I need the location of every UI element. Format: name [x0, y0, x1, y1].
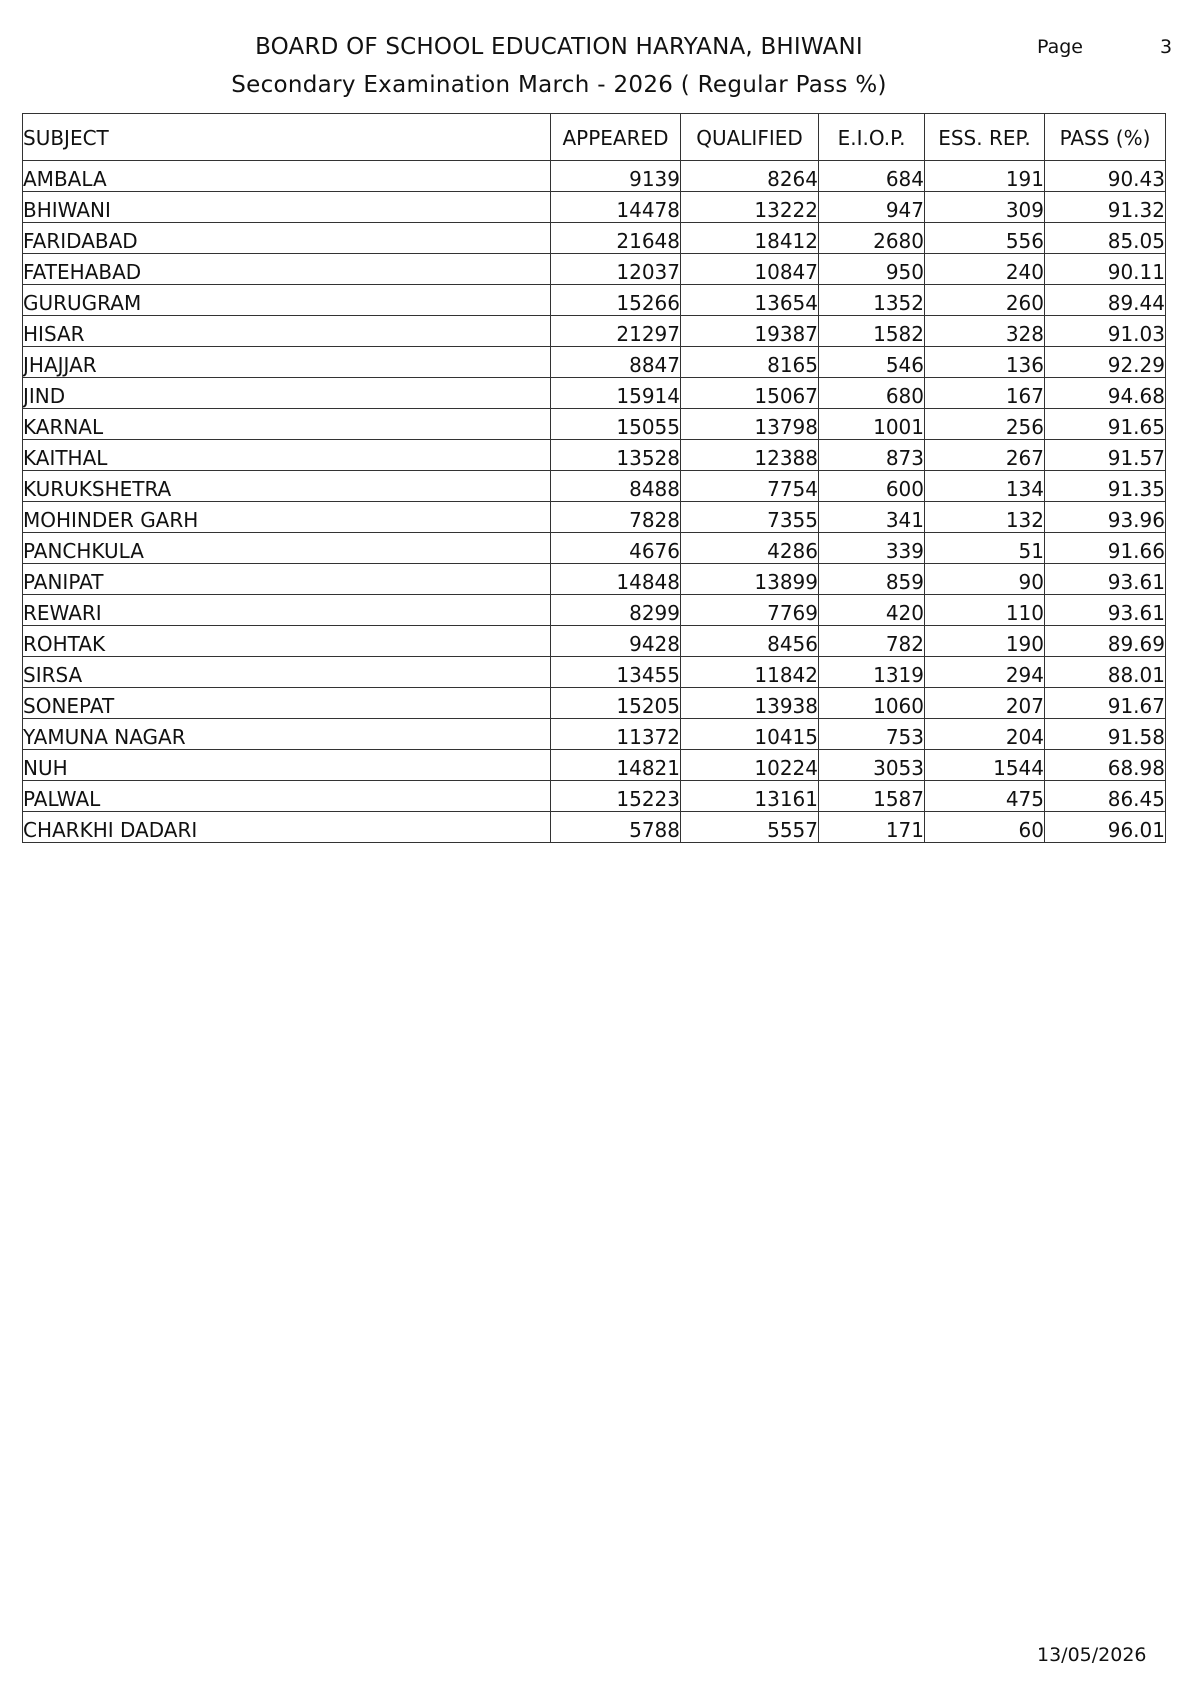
cell-appeared: 15205 — [551, 688, 681, 719]
cell-ess-rep: 240 — [925, 254, 1045, 285]
cell-eiop: 420 — [819, 595, 925, 626]
cell-subject: JHAJJAR — [23, 347, 551, 378]
cell-qualified: 12388 — [681, 440, 819, 471]
cell-appeared: 11372 — [551, 719, 681, 750]
table-row — [23, 161, 1166, 192]
cell-appeared: 8299 — [551, 595, 681, 626]
cell-eiop: 753 — [819, 719, 925, 750]
cell-ess-rep: 136 — [925, 347, 1045, 378]
cell-appeared: 4676 — [551, 533, 681, 564]
column-header-qualified: QUALIFIED — [681, 114, 819, 161]
cell-appeared: 21648 — [551, 223, 681, 254]
cell-qualified: 11842 — [681, 657, 819, 688]
table-row — [23, 471, 1166, 502]
page-number: 3 — [1160, 36, 1173, 58]
cell-pass-percent: 88.01 — [1045, 657, 1166, 688]
cell-subject: PANIPAT — [23, 564, 551, 595]
cell-pass-percent: 91.57 — [1045, 440, 1166, 471]
cell-ess-rep: 294 — [925, 657, 1045, 688]
table-body — [23, 161, 1166, 843]
table-row — [23, 719, 1166, 750]
cell-subject: PALWAL — [23, 781, 551, 812]
document-subtitle: Secondary Examination March - 2026 ( Regular Pass %) — [231, 72, 887, 98]
cell-eiop: 546 — [819, 347, 925, 378]
column-header-subject: SUBJECT — [23, 114, 551, 161]
cell-eiop: 1319 — [819, 657, 925, 688]
table-row — [23, 254, 1166, 285]
cell-pass-percent: 93.61 — [1045, 564, 1166, 595]
column-header-eiop: E.I.O.P. — [819, 114, 925, 161]
cell-pass-percent: 91.66 — [1045, 533, 1166, 564]
cell-qualified: 10415 — [681, 719, 819, 750]
cell-eiop: 1001 — [819, 409, 925, 440]
cell-subject: BHIWANI — [23, 192, 551, 223]
cell-ess-rep: 60 — [925, 812, 1045, 843]
cell-eiop: 171 — [819, 812, 925, 843]
table-row — [23, 750, 1166, 781]
cell-appeared: 15266 — [551, 285, 681, 316]
cell-ess-rep: 132 — [925, 502, 1045, 533]
cell-qualified: 7355 — [681, 502, 819, 533]
cell-subject: GURUGRAM — [23, 285, 551, 316]
cell-pass-percent: 91.03 — [1045, 316, 1166, 347]
cell-pass-percent: 86.45 — [1045, 781, 1166, 812]
cell-ess-rep: 475 — [925, 781, 1045, 812]
cell-subject: CHARKHI DADARI — [23, 812, 551, 843]
cell-subject: AMBALA — [23, 161, 551, 192]
cell-appeared: 9139 — [551, 161, 681, 192]
cell-qualified: 8264 — [681, 161, 819, 192]
cell-qualified: 18412 — [681, 223, 819, 254]
table-row — [23, 409, 1166, 440]
cell-ess-rep: 191 — [925, 161, 1045, 192]
cell-pass-percent: 92.29 — [1045, 347, 1166, 378]
cell-pass-percent: 94.68 — [1045, 378, 1166, 409]
cell-ess-rep: 309 — [925, 192, 1045, 223]
cell-ess-rep: 204 — [925, 719, 1045, 750]
cell-eiop: 947 — [819, 192, 925, 223]
cell-eiop: 782 — [819, 626, 925, 657]
cell-subject: FATEHABAD — [23, 254, 551, 285]
column-header-appeared: APPEARED — [551, 114, 681, 161]
cell-ess-rep: 90 — [925, 564, 1045, 595]
cell-ess-rep: 134 — [925, 471, 1045, 502]
cell-eiop: 950 — [819, 254, 925, 285]
cell-ess-rep: 267 — [925, 440, 1045, 471]
cell-ess-rep: 328 — [925, 316, 1045, 347]
table-row — [23, 378, 1166, 409]
table-row — [23, 812, 1166, 843]
cell-eiop: 1352 — [819, 285, 925, 316]
cell-appeared: 13528 — [551, 440, 681, 471]
cell-ess-rep: 260 — [925, 285, 1045, 316]
cell-pass-percent: 68.98 — [1045, 750, 1166, 781]
table-header-row — [23, 114, 1166, 161]
cell-subject: FARIDABAD — [23, 223, 551, 254]
cell-ess-rep: 167 — [925, 378, 1045, 409]
cell-ess-rep: 556 — [925, 223, 1045, 254]
cell-pass-percent: 85.05 — [1045, 223, 1166, 254]
table-row — [23, 440, 1166, 471]
table-row — [23, 316, 1166, 347]
cell-pass-percent: 96.01 — [1045, 812, 1166, 843]
document-title: BOARD OF SCHOOL EDUCATION HARYANA, BHIWANI — [255, 34, 863, 60]
page-label: Page — [1037, 36, 1083, 58]
cell-ess-rep: 110 — [925, 595, 1045, 626]
table-row — [23, 564, 1166, 595]
cell-eiop: 2680 — [819, 223, 925, 254]
table-row — [23, 657, 1166, 688]
cell-subject: SIRSA — [23, 657, 551, 688]
cell-subject: SONEPAT — [23, 688, 551, 719]
cell-qualified: 13798 — [681, 409, 819, 440]
cell-subject: NUH — [23, 750, 551, 781]
cell-eiop: 3053 — [819, 750, 925, 781]
column-header-pass-percent: PASS (%) — [1045, 114, 1166, 161]
cell-eiop: 341 — [819, 502, 925, 533]
cell-qualified: 8165 — [681, 347, 819, 378]
cell-pass-percent: 90.43 — [1045, 161, 1166, 192]
cell-eiop: 1582 — [819, 316, 925, 347]
cell-eiop: 600 — [819, 471, 925, 502]
cell-appeared: 5788 — [551, 812, 681, 843]
cell-pass-percent: 91.32 — [1045, 192, 1166, 223]
table-row — [23, 626, 1166, 657]
cell-ess-rep: 256 — [925, 409, 1045, 440]
cell-appeared: 14821 — [551, 750, 681, 781]
cell-qualified: 13899 — [681, 564, 819, 595]
table-row — [23, 781, 1166, 812]
document-date: 13/05/2026 — [1037, 1644, 1147, 1666]
cell-pass-percent: 91.67 — [1045, 688, 1166, 719]
table-row — [23, 533, 1166, 564]
cell-appeared: 9428 — [551, 626, 681, 657]
cell-subject: PANCHKULA — [23, 533, 551, 564]
cell-subject: REWARI — [23, 595, 551, 626]
cell-eiop: 680 — [819, 378, 925, 409]
cell-pass-percent: 90.11 — [1045, 254, 1166, 285]
cell-pass-percent: 93.96 — [1045, 502, 1166, 533]
cell-pass-percent: 91.58 — [1045, 719, 1166, 750]
cell-eiop: 859 — [819, 564, 925, 595]
results-table — [22, 113, 1166, 843]
cell-appeared: 13455 — [551, 657, 681, 688]
cell-qualified: 4286 — [681, 533, 819, 564]
cell-subject: KURUKSHETRA — [23, 471, 551, 502]
cell-qualified: 13222 — [681, 192, 819, 223]
cell-eiop: 1060 — [819, 688, 925, 719]
cell-appeared: 21297 — [551, 316, 681, 347]
table-row — [23, 192, 1166, 223]
cell-subject: MOHINDER GARH — [23, 502, 551, 533]
cell-appeared: 8847 — [551, 347, 681, 378]
cell-appeared: 15055 — [551, 409, 681, 440]
cell-appeared: 14848 — [551, 564, 681, 595]
cell-pass-percent: 93.61 — [1045, 595, 1166, 626]
column-header-ess-rep: ESS. REP. — [925, 114, 1045, 161]
cell-pass-percent: 89.69 — [1045, 626, 1166, 657]
table-row — [23, 595, 1166, 626]
cell-subject: KAITHAL — [23, 440, 551, 471]
cell-pass-percent: 89.44 — [1045, 285, 1166, 316]
cell-appeared: 7828 — [551, 502, 681, 533]
cell-qualified: 10224 — [681, 750, 819, 781]
cell-eiop: 1587 — [819, 781, 925, 812]
cell-subject: HISAR — [23, 316, 551, 347]
cell-eiop: 339 — [819, 533, 925, 564]
cell-qualified: 13161 — [681, 781, 819, 812]
cell-appeared: 14478 — [551, 192, 681, 223]
cell-subject: JIND — [23, 378, 551, 409]
cell-qualified: 19387 — [681, 316, 819, 347]
table-row — [23, 502, 1166, 533]
cell-subject: YAMUNA NAGAR — [23, 719, 551, 750]
cell-qualified: 15067 — [681, 378, 819, 409]
cell-qualified: 13938 — [681, 688, 819, 719]
cell-pass-percent: 91.35 — [1045, 471, 1166, 502]
cell-ess-rep: 51 — [925, 533, 1045, 564]
cell-qualified: 10847 — [681, 254, 819, 285]
table-row — [23, 347, 1166, 378]
cell-eiop: 684 — [819, 161, 925, 192]
cell-subject: KARNAL — [23, 409, 551, 440]
cell-appeared: 8488 — [551, 471, 681, 502]
cell-qualified: 13654 — [681, 285, 819, 316]
cell-ess-rep: 190 — [925, 626, 1045, 657]
table-row — [23, 285, 1166, 316]
table-row — [23, 688, 1166, 719]
cell-subject: ROHTAK — [23, 626, 551, 657]
cell-ess-rep: 1544 — [925, 750, 1045, 781]
cell-appeared: 15914 — [551, 378, 681, 409]
cell-qualified: 7769 — [681, 595, 819, 626]
cell-pass-percent: 91.65 — [1045, 409, 1166, 440]
cell-appeared: 15223 — [551, 781, 681, 812]
cell-qualified: 8456 — [681, 626, 819, 657]
cell-qualified: 5557 — [681, 812, 819, 843]
cell-ess-rep: 207 — [925, 688, 1045, 719]
table-row — [23, 223, 1166, 254]
cell-qualified: 7754 — [681, 471, 819, 502]
cell-eiop: 873 — [819, 440, 925, 471]
cell-appeared: 12037 — [551, 254, 681, 285]
